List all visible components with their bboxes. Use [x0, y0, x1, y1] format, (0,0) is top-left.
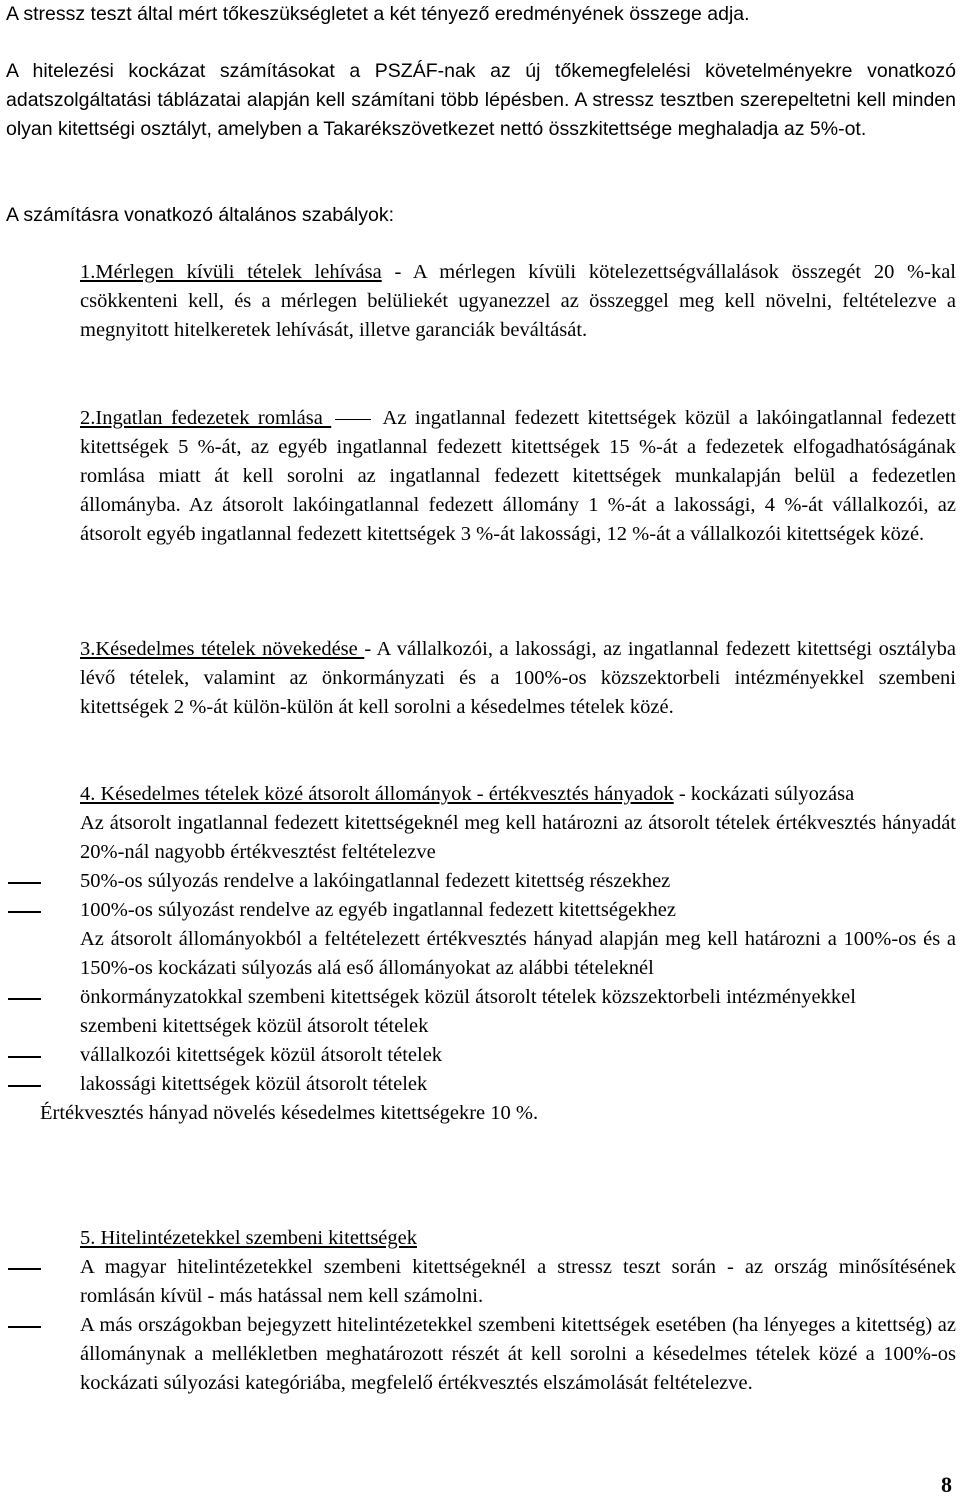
document-page: [6, 0, 956, 1509]
intro-paragraph-2: A hitelezési kockázat számításokat a PSZÁF-nak az új tőkemegfelelési követelményekre vonatkozó adatszolgáltatási táblázatai alapján kell számítani több lépésben. A stressz tesztben szerepeltetni kell minden olyan kitettségi osztályt, amelyben a Takarékszövetkezet nettó összkitettsége meghaladja az 5%-ot.: [6, 60, 956, 140]
item-3: [80, 635, 956, 722]
item-4-title: 4. Késedelmes tételek közé átsorolt állományok - értékvesztés hányadok: [80, 783, 674, 805]
item-5: [6, 1224, 956, 1398]
dash-bullet: [6, 896, 80, 925]
dash-bullet: [6, 1070, 80, 1099]
intro-paragraph-3: A számításra vonatkozó általános szabályok:: [6, 204, 395, 226]
item-5-dash-item: A más országokban bejegyzett hitelintézetekkel szembeni kitettségek esetében (ha lényeges a kitettség) az állománynak a mellékletben meghatározott részét át kell sorolni a késedelmes tételek közé a 100%-os kockázati súlyozási kategóriába, megfelelő értékvesztés elszámolását feltételezve.: [6, 1311, 956, 1398]
item-4-paragraph-1: Az átsorolt ingatlannal fedezett kitettségeknél meg kell határozni az átsorolt tételek értékvesztés hányadát 20%-nál nagyobb értékvesztést feltételezve: [80, 812, 956, 863]
dash-bullet: [6, 1253, 80, 1282]
item-4-footer: Értékvesztés hányad növelés késedelmes kitettségekre 10 %.: [40, 1102, 539, 1124]
item-4-title-suffix: - kockázati súlyozása: [673, 783, 855, 805]
item-2-title: 2.Ingatlan fedezetek romlása: [80, 407, 332, 429]
item-5-heading: [80, 1224, 956, 1253]
dash-bullet: [6, 983, 80, 1012]
item-4-paragraph-2: Az átsorolt állományokból a feltételezett értékvesztés hányad alapján meg kell határozni a 100%-os és a 150%-os kockázati súlyozás alá eső állományokat az alábbi tételeknél: [80, 928, 956, 979]
item-2-text: Az ingatlannal fedezett kitettségek közül a lakóingatlannal fedezett kitettségek 5 %-át, az egyéb ingatlannal fedezett kitettségek 15 %-át a fedezetek elfogadhatóságának romlása miatt át kell sorolni az ingatlannal fedezett kitettségek munkalapján belül a fedezetlen állományba. Az átsorolt lakóingatlannal fedezett állomány 1 %-át a lakossági, 4 %-át vállalkozói, az átsorolt egyéb ingatlannal fedezett kitettségek 3 %-át lakossági, 12 %-át a vállalkozói kitettségek közé.: [80, 407, 956, 545]
dash-bullet: [6, 867, 80, 896]
item-4-heading: [80, 780, 956, 809]
item-4-dash-item: 50%-os súlyozás rendelve a lakóingatlannal fedezett kitettség részekhez: [6, 867, 956, 896]
item-3-text: - A vállalkozói, a lakossági, az ingatlannal fedezett kitettségi osztályba lévő tételek, valamint az önkormányzati és a 100%-os közszektorbeli intézményekkel szembeni kitettségek 2 %-át külön-külön át kell sorolni a késedelmes tételek közé.: [80, 638, 956, 718]
item-4-dash-item: lakossági kitettségek közül átsorolt tételek: [6, 1070, 956, 1099]
item-4-dash-item: 100%-os súlyozást rendelve az egyéb ingatlannal fedezett kitettségekhez: [6, 896, 956, 925]
em-dash: [335, 419, 371, 420]
item-5-title: 5. Hitelintézetekkel szembeni kitettségek: [80, 1227, 417, 1249]
item-4-dash-item: vállalkozói kitettségek közül átsorolt tételek: [6, 1041, 956, 1070]
item-1-text: - A mérlegen kívüli kötelezettségvállalások összegét 20 %-kal csökkenteni kell, és a mérlegen belüliekét ugyanezzel az összeggel meg kell növelni, feltételezve a megnyitott hitelkeretek lehívását, illetve garanciák beváltását.: [80, 261, 956, 341]
item-3-title: 3.Késedelmes tételek növekedése: [80, 638, 365, 660]
intro-paragraph-1: A stressz teszt által mért tőkeszükségletet a két tényező eredményének összege adja.: [6, 3, 750, 25]
page-number: 8: [941, 1472, 952, 1497]
item-1-title: 1.Mérlegen kívüli tételek lehívása: [80, 261, 382, 283]
item-1: [80, 258, 956, 345]
dash-bullet: [6, 1311, 80, 1340]
item-2: [80, 404, 956, 549]
item-4-dash-item: önkormányzatokkal szembeni kitettségek közül átsorolt tételek közszektorbeli intézményekkel szembeni kitettségek közül átsorolt tételek: [6, 983, 956, 1041]
item-4: [6, 780, 956, 1128]
dash-bullet: [6, 1041, 80, 1070]
item-5-dash-item: A magyar hitelintézetekkel szembeni kitettségeknél a stressz teszt során - az ország minősítésének romlásán kívül - más hatással nem kell számolni.: [6, 1253, 956, 1311]
